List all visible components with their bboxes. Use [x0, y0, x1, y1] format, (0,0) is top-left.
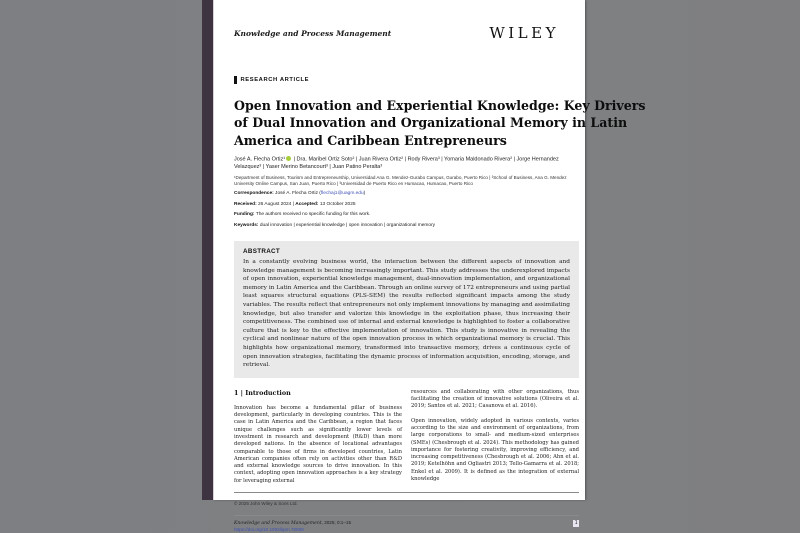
article-type-bar [234, 76, 237, 84]
body-columns [234, 389, 579, 485]
correspondence-name: José A. Flecha Ortiz ( [273, 191, 321, 196]
keywords-label: Keywords: [234, 222, 259, 228]
abstract-text: In a constantly evolving business world, the interaction between the different aspects of innovation and knowledge management is becoming increasingly important. This study addresses the underexplored impacts of open innovation, experiential knowledge management, dual-innovation implementation, and organizational memory in Latin America and the Caribbean. Through an online survey of 172 entrepreneurs and using partial least squares structural equations (PLS-SEM) the results reflected significant impacts among the study variables. The results reflect that entrepreneurs not only implement innovations by managing and assimilating knowledge, but also transfer and valorize this knowledge in the exploitation phase, thus increasing their competitiveness. The combined use of internal and external knowledge is highlighted to foster a collaborative culture that is key to the effective implementation of innovation. This study is innovative in revealing the cyclical and nonlinear nature of the open innovation process in which organizational memory is crucial. This highlights how organizational memory, transformed into transactive memory, drives a continuous cycle of open innovation strategies, facilitating the dynamic process of information acquisition, encoding, storage, and retrieval. [243, 259, 570, 369]
keywords-value: dual innovation | experiential knowledge | open innovation | organizational memory [258, 222, 436, 228]
intro-heading: 1 | Introduction [234, 388, 291, 397]
authors-line [234, 156, 578, 171]
doi-link[interactable]: https://doi.org/10.1002/kpm.70009 [234, 526, 304, 532]
intro-paragraph-right-2: Open innovation, widely adopted in various contexts, varies according to the size and environment of organizations, from large corporations to small- and medium-sized enterprises (SMEs) (Chesbrough et al. 2024). This methodology has gained importance for fostering creativity, improving efficiency, and increasing competitiveness (Chesbrough et al. 2006; Ahn et al. 2019; Ketelhöhn and Ogliastri 2013; Tello-Gamarra et al. 2018; Enkel et al. 2009). It is defined as the integration of external knowledge [411, 417, 579, 482]
title-line-1: Open Innovation and Experiential Knowledge: Key Drivers [234, 97, 646, 113]
first-author: José A. Flecha Ortiz¹ [234, 156, 286, 163]
title-line-2: of Dual Innovation and Organizational Memory in Latin [234, 115, 628, 130]
wiley-logo: WILEY [489, 24, 559, 42]
correspondence-email-link[interactable]: flechaj1@uagm.edu [320, 191, 364, 196]
correspondence-line [234, 191, 577, 197]
journal-name: Knowledge and Process Management [234, 28, 392, 38]
dates-separator: | [291, 201, 296, 207]
funding-label: Funding: [234, 212, 255, 217]
other-authors: | Dra. Maribel Ortiz Soto² | Juan Rivera Ortiz² | Rody Rivera³ | Yomaria Maldonado Rivera² | Jorge Hernandez Velazquez³ | Yaser Merino Betancourt³ | Juan Patino Peralta³ [234, 156, 559, 170]
orcid-icon[interactable] [286, 156, 291, 161]
article-type-label: RESEARCH ARTICLE [240, 76, 310, 83]
correspondence-close: ) [363, 191, 366, 196]
title-line-3: America and Caribbean Entrepreneurs [234, 132, 507, 148]
affiliations: ¹Department of Business, Tourism and Entrepreneurship, Universidad Ana G. Mendez-Gurabo Campus, Gurabo, Puerto Rico | ²School of Business, Ana G. Mendez University Online Campus, San Juan, Puerto Rico | ³Universidad de Puerto Rico en Humacao, Humacao, Puerto Rico [234, 174, 567, 186]
intro-paragraph-left: Innovation has become a fundamental pillar of business development, particularly in developing countries. This is the case in Latin America and the Caribbean, a region that faces unique challenges such as significantly lower levels of investment in research and development (R&D) than more developed nations. In the absence of locational advantages comparable to those of firms in developed countries, Latin American companies often rely on activities other than R&D and external knowledge sources to drive innovation. In this context, adopting open innovation approaches is a key strategy for leveraging external [234, 404, 402, 484]
correspondence-label: Correspondence: [234, 191, 274, 196]
abstract-heading: ABSTRACT [243, 247, 281, 255]
paper-title [234, 97, 646, 150]
received-label: Received: [234, 201, 257, 207]
received-value: 26 August 2024 [256, 201, 292, 207]
copyright-line: © 2025 John Wiley & Sons Ltd. [234, 500, 298, 506]
funding-value: The authors received no specific funding for this work. [254, 212, 371, 217]
page-number: 1 [574, 519, 578, 526]
dates-line [234, 202, 577, 208]
citation-rest: , 2025; 0:1–15 [321, 519, 352, 525]
footnote-rule [234, 492, 579, 493]
right-column [411, 389, 579, 485]
accepted-value: 13 October 2025 [318, 201, 356, 207]
funding-line [234, 212, 577, 218]
citation-journal: Knowledge and Process Management [234, 520, 322, 526]
document-spine-shadow [202, 0, 213, 500]
abstract-box [234, 241, 579, 378]
footer-row [234, 520, 579, 533]
page-header [234, 24, 577, 42]
intro-paragraph-right-1: resources and collaborating with other organizations, thus facilitating the creation of innovative solutions (Oliveira et al. 2019; Santos et al. 2021; Casanova et al. 2016). [411, 388, 579, 410]
citation-line [234, 520, 351, 533]
left-column [234, 389, 402, 485]
article-type-row [234, 76, 577, 84]
paper-page [213, 0, 646, 532]
footer-rule [234, 515, 579, 516]
keywords-line [234, 223, 577, 229]
accepted-label: Accepted: [295, 201, 319, 207]
